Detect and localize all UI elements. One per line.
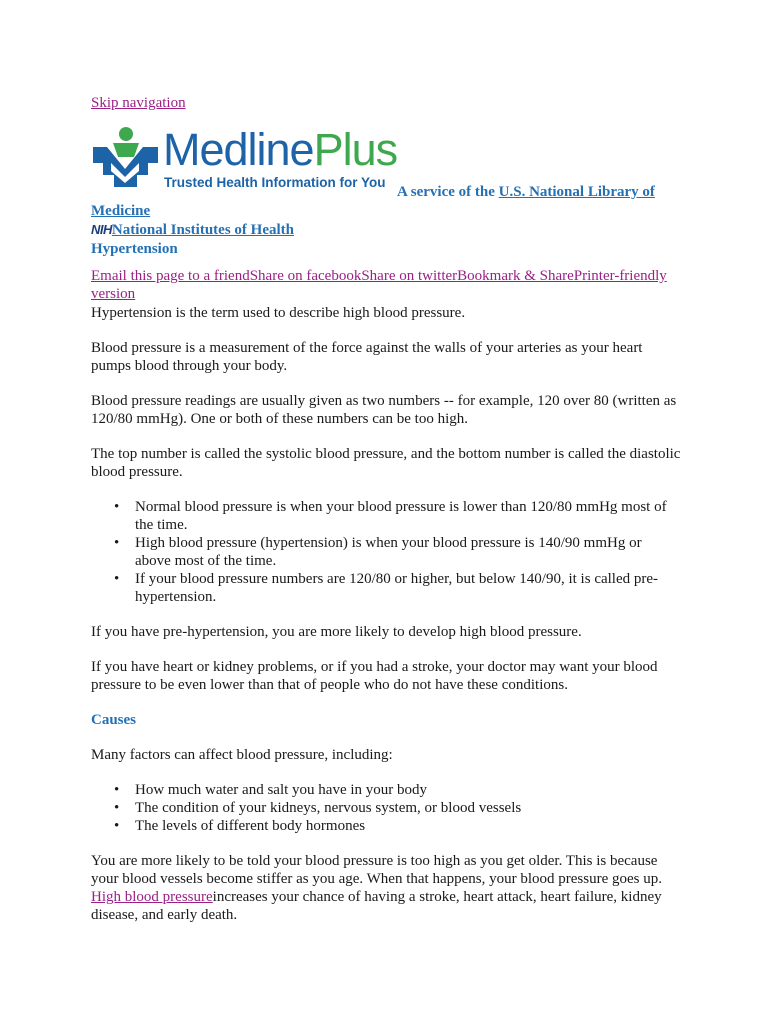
brand-tagline: Trusted Health Information for You	[164, 175, 386, 190]
page-title: Hypertension	[91, 241, 178, 257]
site-header	[91, 115, 681, 200]
paragraph: Many factors can affect blood pressure, including:	[91, 747, 393, 763]
list-item: • The condition of your kidneys, nervous system, or blood vessels	[135, 799, 681, 817]
nlm-link[interactable]: U.S. National Library of	[498, 184, 655, 200]
service-line	[397, 183, 655, 201]
paragraph: Hypertension is the term used to describe high blood pressure.	[91, 305, 466, 321]
causes-heading: Causes	[91, 712, 137, 728]
paragraph-text: increases your chance of having a stroke, heart attack, heart failure, kidney disease, and early death.	[91, 889, 662, 923]
paragraph: If you have pre-hypertension, you are more likely to develop high blood pressure.	[91, 624, 582, 640]
brand-medline-text: Medline	[163, 124, 314, 175]
nlm-link-continued[interactable]: Medicine	[91, 203, 151, 219]
share-toolbar	[91, 267, 681, 303]
list-item: • High blood pressure (hypertension) is when your blood pressure is 140/90 mmHg or above most of the time.	[135, 534, 681, 570]
list-item: • The levels of different body hormones	[135, 817, 681, 835]
skip-navigation-link[interactable]: Skip navigation	[91, 95, 186, 111]
causes-list	[91, 781, 681, 835]
list-item: • Normal blood pressure is when your blood pressure is lower than 120/80 mmHg most of the time.	[135, 498, 681, 534]
brand-wordmark[interactable]	[163, 124, 398, 175]
list-item: • If your blood pressure numbers are 120/80 or higher, but below 140/90, it is called pre-hypertension.	[135, 570, 681, 606]
paragraph: If you have heart or kidney problems, or if you had a stroke, your doctor may want your blood pressure to be even lower than that of people who do not have these conditions.	[91, 659, 658, 693]
share-facebook-link[interactable]: Share on facebook	[249, 268, 362, 284]
service-line-continued	[91, 202, 681, 220]
paragraph: The top number is called the systolic blood pressure, and the bottom number is called the diastolic blood pressure.	[91, 446, 681, 480]
list-item: • How much water and salt you have in your body	[135, 781, 681, 799]
paragraph: Blood pressure readings are usually given as two numbers -- for example, 120 over 80 (written as 120/80 mmHg). One or both of these numbers can be too high.	[91, 393, 677, 427]
printer-friendly-link[interactable]: Printer-friendly version	[91, 268, 667, 302]
document-content	[91, 94, 681, 941]
paragraph: Blood pressure is a measurement of the force against the walls of your arteries as your heart pumps blood through your body.	[91, 340, 643, 374]
medlineplus-logo-icon[interactable]	[93, 127, 158, 191]
nih-link[interactable]: National Institutes of Health	[111, 222, 294, 238]
paragraph	[91, 852, 681, 924]
service-prefix: A service of the	[397, 184, 499, 200]
share-twitter-link[interactable]: Share on twitter	[361, 268, 458, 284]
nih-logo-icon: NIH	[91, 222, 112, 237]
email-page-link[interactable]: Email this page to a friend	[91, 268, 250, 284]
brand-plus-text: Plus	[313, 124, 398, 175]
high-blood-pressure-link[interactable]: High blood pressure	[91, 889, 213, 905]
bookmark-share-link[interactable]: Bookmark & Share	[457, 268, 574, 284]
nih-line	[91, 221, 681, 239]
bp-ranges-list	[91, 498, 681, 606]
paragraph-text: You are more likely to be told your blood pressure is too high as you get older. This is because your blood vessels become stiffer as you age. When that happens, your blood pressure goes up.	[91, 853, 662, 887]
